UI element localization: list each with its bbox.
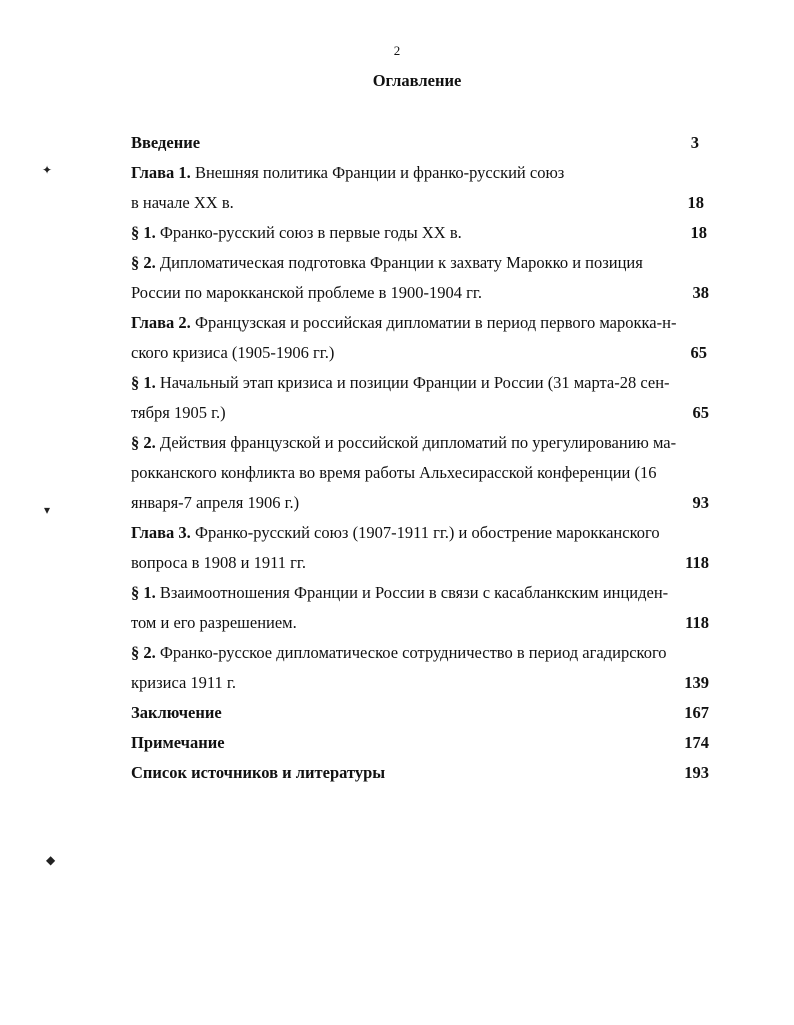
- toc-entry[interactable]: [131, 548, 709, 578]
- entry-text: Дипломатическая подготовка Франции к захвату Марокко и позиция: [155, 253, 643, 272]
- toc-entry[interactable]: [131, 308, 709, 338]
- scan-mark: ▾: [44, 503, 51, 517]
- page-title: Оглавление: [372, 71, 462, 90]
- entry-page: 118: [685, 613, 709, 632]
- toc-entry[interactable]: [131, 368, 709, 398]
- entry-page: 65: [692, 403, 709, 422]
- entry-heading: Глава 1.: [131, 163, 191, 182]
- toc-entry[interactable]: [131, 638, 709, 668]
- toc-entry[interactable]: [131, 668, 709, 698]
- page-number: 2: [393, 43, 401, 58]
- entry-text: Внешняя политика Франции и франко-русский союз: [190, 163, 565, 182]
- toc-entry[interactable]: [131, 488, 709, 518]
- toc-entry[interactable]: [131, 698, 709, 728]
- entry-text: Взаимоотношения Франции и России в связи с касабланкским инциден-: [155, 583, 669, 602]
- entry-text: России по марокканской проблеме в 1900-1904 гг.: [131, 283, 482, 302]
- toc-entry[interactable]: [131, 338, 709, 368]
- entry-page: 93: [692, 493, 709, 512]
- entry-page: 139: [684, 673, 709, 692]
- toc-entry[interactable]: [131, 158, 709, 188]
- toc-entry[interactable]: [131, 248, 709, 278]
- entry-text: рокканского конфликта во время работы Альхесирасской конференции (16: [131, 463, 657, 482]
- entry-heading: Заключение: [131, 703, 222, 722]
- toc-entry[interactable]: [131, 188, 709, 218]
- entry-page: 118: [685, 553, 709, 572]
- entry-heading: § 1.: [131, 583, 156, 602]
- toc-entry[interactable]: [131, 218, 709, 248]
- entry-text: Франко-русский союз в первые годы XX в.: [155, 223, 462, 242]
- toc-entry[interactable]: [131, 428, 709, 458]
- entry-page: 65: [690, 343, 707, 362]
- entry-text: том и его разрешением.: [131, 613, 297, 632]
- entry-text: Франко-русское дипломатическое сотрудничество в период агадирского: [155, 643, 667, 662]
- entry-heading: Список источников и литературы: [131, 763, 386, 782]
- toc-entry[interactable]: [131, 278, 709, 308]
- entry-page: 18: [690, 223, 707, 242]
- entry-heading: Примечание: [131, 733, 225, 752]
- entry-text: января-7 апреля 1906 г.): [131, 493, 300, 512]
- entry-text: ского кризиса (1905-1906 гг.): [131, 343, 335, 362]
- entry-heading: § 2.: [131, 643, 156, 662]
- entry-heading: § 2.: [131, 253, 156, 272]
- entry-page: 18: [687, 193, 704, 212]
- toc-entry[interactable]: [131, 128, 709, 158]
- toc-entry[interactable]: [131, 578, 709, 608]
- entry-page: 174: [684, 733, 709, 752]
- entry-page: 38: [692, 283, 709, 302]
- entry-page: 193: [684, 763, 709, 782]
- entry-page: 167: [684, 703, 709, 722]
- toc-entry[interactable]: [131, 458, 709, 488]
- toc-entry[interactable]: [131, 758, 709, 788]
- toc-entry[interactable]: [131, 518, 709, 548]
- scan-mark: ◆: [46, 853, 56, 867]
- entry-text: вопроса в 1908 и 1911 гг.: [131, 553, 306, 572]
- entry-heading: § 1.: [131, 373, 156, 392]
- entry-heading: Глава 3.: [131, 523, 191, 542]
- toc-entry[interactable]: [131, 728, 709, 758]
- entry-heading: § 2.: [131, 433, 156, 452]
- toc-entry[interactable]: [131, 608, 709, 638]
- entry-text: в начале XX в.: [131, 193, 234, 212]
- toc-entry[interactable]: [131, 398, 709, 428]
- entry-text: кризиса 1911 г.: [131, 673, 236, 692]
- table-of-contents: [131, 128, 709, 788]
- entry-heading: Глава 2.: [131, 313, 191, 332]
- entry-heading: § 1.: [131, 223, 156, 242]
- entry-text: Действия французской и российской дипломатий по урегулированию ма-: [155, 433, 677, 452]
- entry-page: 3: [690, 133, 699, 152]
- entry-text: Французская и российская дипломатии в период первого марокка-н-: [190, 313, 677, 332]
- entry-text: Начальный этап кризиса и позиции Франции и России (31 марта-28 сен-: [155, 373, 670, 392]
- scan-mark: ✦: [42, 163, 53, 177]
- entry-text: Франко-русский союз (1907-1911 гг.) и обострение марокканского: [190, 523, 660, 542]
- entry-heading: Введение: [131, 133, 201, 152]
- entry-text: тября 1905 г.): [131, 403, 226, 422]
